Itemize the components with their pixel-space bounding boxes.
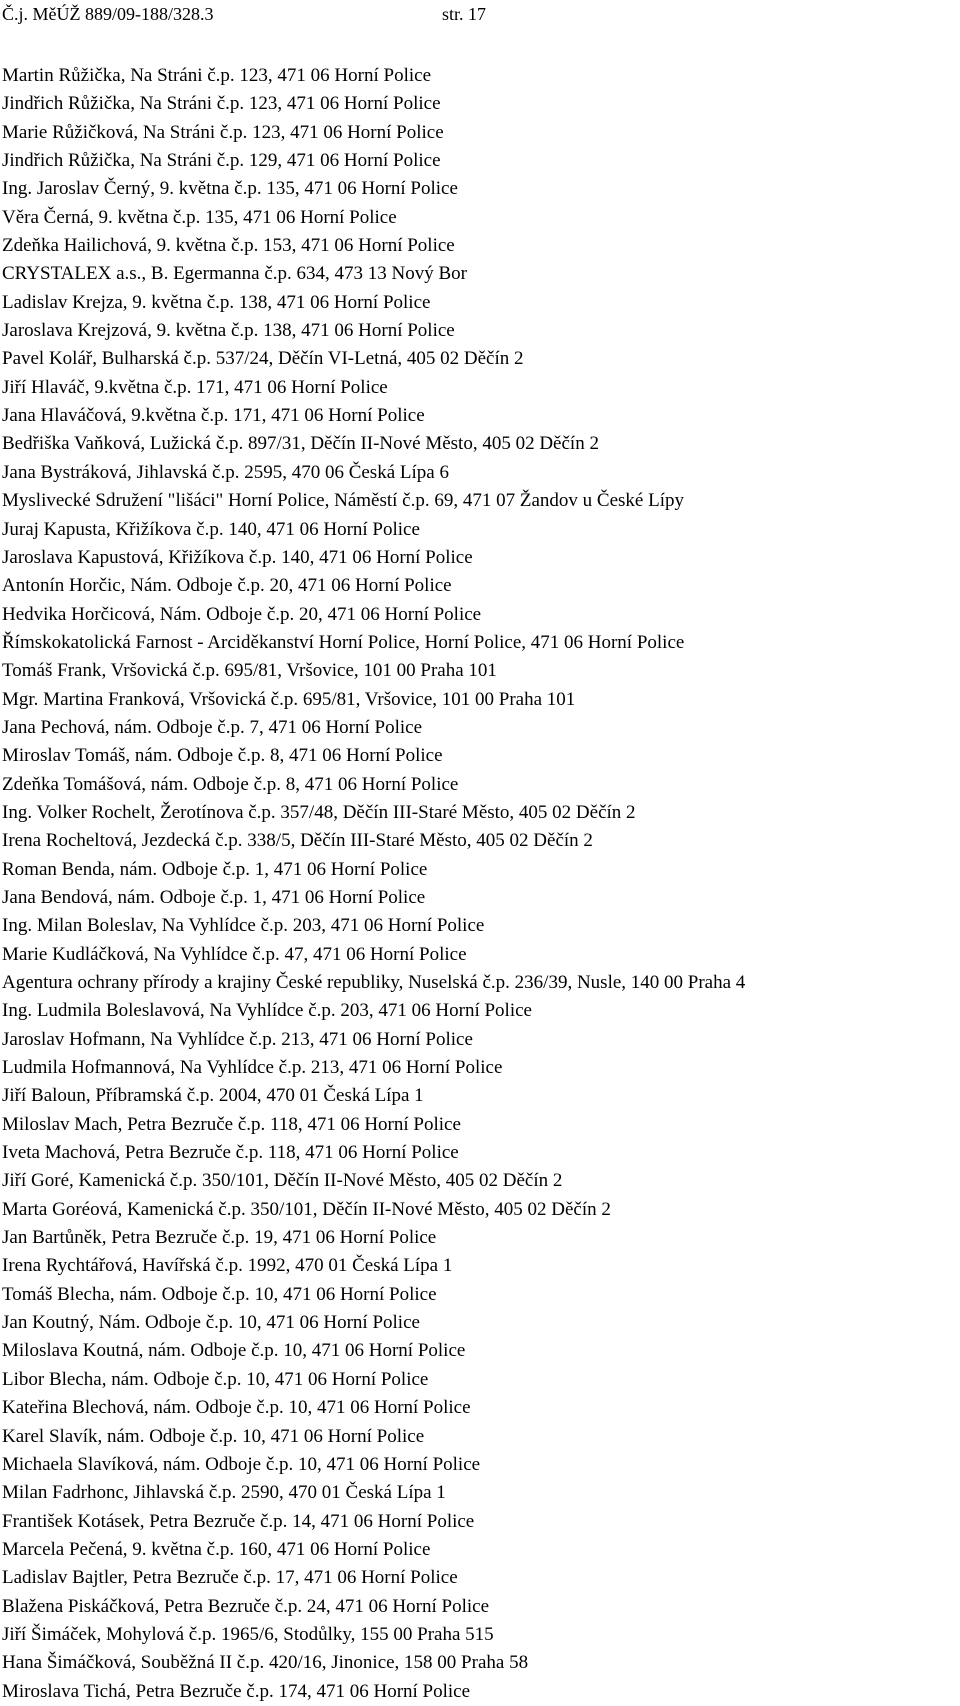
list-item: Miloslav Mach, Petra Bezruče č.p. 118, 471 06 Horní Police [2, 1113, 461, 1135]
list-item: Ladislav Bajtler, Petra Bezruče č.p. 17, 471 06 Horní Police [2, 1567, 458, 1589]
list-item: Jan Koutný, Nám. Odboje č.p. 10, 471 06 Horní Police [2, 1312, 420, 1334]
list-item: Jana Pechová, nám. Odboje č.p. 7, 471 06 Horní Police [2, 716, 423, 738]
list-item: Jaroslava Krejzová, 9. května č.p. 138, 471 06 Horní Police [2, 320, 455, 342]
list-item: Agentura ochrany přírody a krajiny České republiky, Nuselská č.p. 236/39, Nusle, 140 00 Praha 4 [2, 972, 746, 993]
list-item: Miroslava Tichá, Petra Bezruče č.p. 174, 471 06 Horní Police [2, 1680, 471, 1702]
list-item: Ludmila Hofmannová, Na Vyhlídce č.p. 213, 471 06 Horní Police [2, 1057, 503, 1079]
list-item: Marcela Pečená, 9. května č.p. 160, 471 06 Horní Police [2, 1538, 431, 1560]
list-item: Bedřiška Vaňková, Lužická č.p. 897/31, Děčín II-Nové Město, 405 02 Děčín 2 [2, 433, 599, 455]
page-number: str. 17 [442, 4, 487, 24]
list-item: Myslivecké Sdružení "lišáci" Horní Police, Náměstí č.p. 69, 471 07 Žandov u České Lípy [2, 490, 684, 512]
list-item: Zdeňka Tomášová, nám. Odboje č.p. 8, 471 06 Horní Police [2, 773, 459, 795]
list-item: Věra Černá, 9. května č.p. 135, 471 06 Horní Police [2, 206, 397, 228]
list-item: Blažena Piskáčková, Petra Bezruče č.p. 24, 471 06 Horní Police [2, 1595, 489, 1617]
list-item: Antonín Horčic, Nám. Odboje č.p. 20, 471 06 Horní Police [2, 575, 452, 597]
list-item: Martin Růžička, Na Stráni č.p. 123, 471 06 Horní Police [2, 65, 432, 86]
list-item: Římskokatolická Farnost - Arciděkanství Horní Police, Horní Police, 471 06 Horní Police [2, 631, 685, 653]
list-item: Ladislav Krejza, 9. května č.p. 138, 471 06 Horní Police [2, 291, 431, 313]
list-item: František Kotásek, Petra Bezruče č.p. 14, 471 06 Horní Police [2, 1510, 475, 1532]
list-item: Tomáš Frank, Vršovická č.p. 695/81, Vršovice, 101 00 Praha 101 [2, 660, 497, 682]
list-item: Ing. Milan Boleslav, Na Vyhlídce č.p. 203, 471 06 Horní Police [2, 915, 485, 937]
list-item: Ing. Jaroslav Černý, 9. května č.p. 135, 471 06 Horní Police [2, 178, 458, 200]
list-item: Zdeňka Hailichová, 9. května č.p. 153, 471 06 Horní Police [2, 235, 455, 257]
list-item: Jiří Šimáček, Mohylová č.p. 1965/6, Stodůlky, 155 00 Praha 515 [2, 1623, 494, 1645]
document-reference: Č.j. MěÚŽ 889/09-188/328.3 [2, 4, 214, 24]
list-item: Marta Goréová, Kamenická č.p. 350/101, Děčín II-Nové Město, 405 02 Děčín 2 [2, 1198, 611, 1220]
list-item: Marie Kudláčková, Na Vyhlídce č.p. 47, 471 06 Horní Police [2, 943, 467, 965]
list-item: Jana Hlaváčová, 9.května č.p. 171, 471 06 Horní Police [2, 405, 425, 427]
list-item: Jana Bystráková, Jihlavská č.p. 2595, 470 06 Česká Lípa 6 [2, 461, 449, 483]
list-item: Irena Rocheltová, Jezdecká č.p. 338/5, Děčín III-Staré Město, 405 02 Děčín 2 [2, 830, 593, 852]
list-item: Ing. Ludmila Boleslavová, Na Vyhlídce č.p. 203, 471 06 Horní Police [2, 1000, 532, 1022]
list-item: Irena Rychtářová, Havířská č.p. 1992, 470 01 Česká Lípa 1 [2, 1255, 453, 1277]
list-item: Roman Benda, nám. Odboje č.p. 1, 471 06 Horní Police [2, 858, 428, 880]
list-item: Pavel Kolář, Bulharská č.p. 537/24, Děčín VI-Letná, 405 02 Děčín 2 [2, 348, 524, 370]
list-item: Jindřich Růžička, Na Stráni č.p. 123, 471 06 Horní Police [2, 93, 441, 115]
list-item: Jaroslava Kapustová, Křižíkova č.p. 140, 471 06 Horní Police [2, 546, 473, 568]
list-item: Miroslav Tomáš, nám. Odboje č.p. 8, 471 06 Horní Police [2, 745, 443, 767]
list-item: Libor Blecha, nám. Odboje č.p. 10, 471 06 Horní Police [2, 1368, 429, 1390]
list-item: Jindřich Růžička, Na Stráni č.p. 129, 471 06 Horní Police [2, 150, 441, 172]
list-item: Jiří Goré, Kamenická č.p. 350/101, Děčín II-Nové Město, 405 02 Děčín 2 [2, 1170, 563, 1192]
list-item: Jaroslav Hofmann, Na Vyhlídce č.p. 213, 471 06 Horní Police [2, 1028, 473, 1050]
list-item: Marie Růžičková, Na Stráni č.p. 123, 471 06 Horní Police [2, 121, 444, 143]
list-item: Iveta Machová, Petra Bezruče č.p. 118, 471 06 Horní Police [2, 1142, 459, 1164]
list-item: Hana Šimáčková, Souběžná II č.p. 420/16, Jinonice, 158 00 Praha 58 [2, 1652, 529, 1674]
list-item: Karel Slavík, nám. Odboje č.p. 10, 471 06 Horní Police [2, 1425, 425, 1447]
list-item: Jiří Hlaváč, 9.května č.p. 171, 471 06 Horní Police [2, 376, 388, 398]
list-item: Michaela Slavíková, nám. Odboje č.p. 10, 471 06 Horní Police [2, 1453, 481, 1475]
list-item: Juraj Kapusta, Křižíkova č.p. 140, 471 06 Horní Police [2, 518, 420, 540]
list-item: CRYSTALEX a.s., B. Egermanna č.p. 634, 473 13 Nový Bor [2, 263, 467, 285]
list-item: Miloslava Koutná, nám. Odboje č.p. 10, 471 06 Horní Police [2, 1340, 466, 1362]
address-list [2, 62, 958, 1706]
list-item: Mgr. Martina Franková, Vršovická č.p. 695/81, Vršovice, 101 00 Praha 101 [2, 688, 576, 710]
list-item: Ing. Volker Rochelt, Žerotínova č.p. 357/48, Děčín III-Staré Město, 405 02 Děčín 2 [2, 801, 636, 823]
list-item: Jana Bendová, nám. Odboje č.p. 1, 471 06 Horní Police [2, 886, 426, 908]
list-item: Kateřina Blechová, nám. Odboje č.p. 10, 471 06 Horní Police [2, 1397, 471, 1419]
list-item: Jiří Baloun, Příbramská č.p. 2004, 470 01 Česká Lípa 1 [2, 1085, 424, 1107]
page-header [2, 0, 952, 28]
list-item: Milan Fadrhonc, Jihlavská č.p. 2590, 470 01 Česká Lípa 1 [2, 1482, 446, 1504]
list-item: Tomáš Blecha, nám. Odboje č.p. 10, 471 06 Horní Police [2, 1283, 437, 1305]
list-item: Jan Bartůněk, Petra Bezruče č.p. 19, 471 06 Horní Police [2, 1227, 437, 1249]
list-item: Hedvika Horčicová, Nám. Odboje č.p. 20, 471 06 Horní Police [2, 603, 482, 625]
